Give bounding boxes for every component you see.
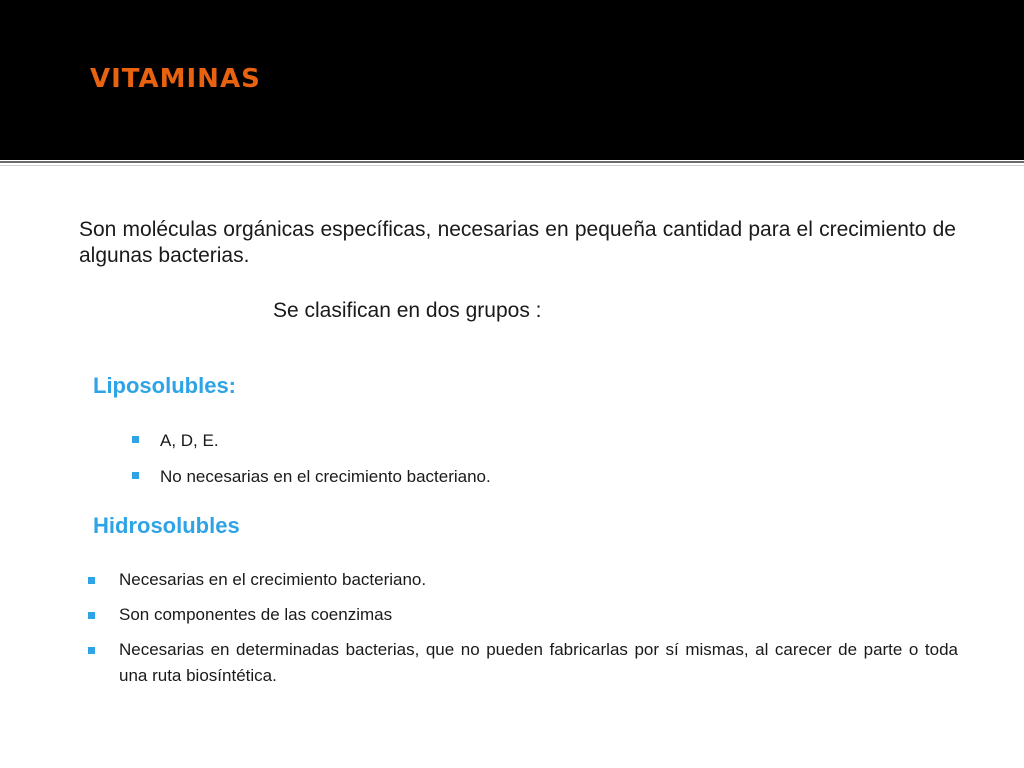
hidrosolubles-list (88, 567, 958, 698)
square-bullet-icon (132, 436, 139, 443)
square-bullet-icon (88, 577, 95, 584)
square-bullet-icon (88, 612, 95, 619)
list-item (132, 464, 732, 490)
list-item (88, 602, 958, 628)
list-item-text: Son componentes de las coenzimas (119, 605, 393, 624)
group-title-liposolubles: Liposolubles: (93, 373, 236, 398)
classification-heading: Se clasifican en dos grupos : (273, 299, 542, 322)
list-item-text: No necesarias en el crecimiento bacteriano. (160, 467, 491, 486)
list-item-text: Necesarias en el crecimiento bacteriano. (119, 570, 427, 589)
header-divider (0, 161, 1024, 163)
list-item (132, 428, 732, 454)
group-title-hidrosolubles: Hidrosolubles (93, 513, 240, 538)
header-divider-thin (0, 165, 1024, 166)
square-bullet-icon (132, 472, 139, 479)
list-item (88, 637, 958, 689)
list-item-text: Necesarias en determinadas bacterias, que no pueden fabricarlas por sí mismas, al carecer de parte o toda una ruta biosíntética. (119, 640, 958, 685)
liposolubles-list (132, 428, 732, 500)
intro-paragraph: Son moléculas orgánicas específicas, necesarias en pequeña cantidad para el crecimiento de algunas bacterias. (79, 218, 956, 267)
list-item-text: A, D, E. (160, 431, 219, 450)
list-item (88, 567, 958, 593)
slide-title: VITAMINAS (90, 64, 261, 94)
square-bullet-icon (88, 647, 95, 654)
